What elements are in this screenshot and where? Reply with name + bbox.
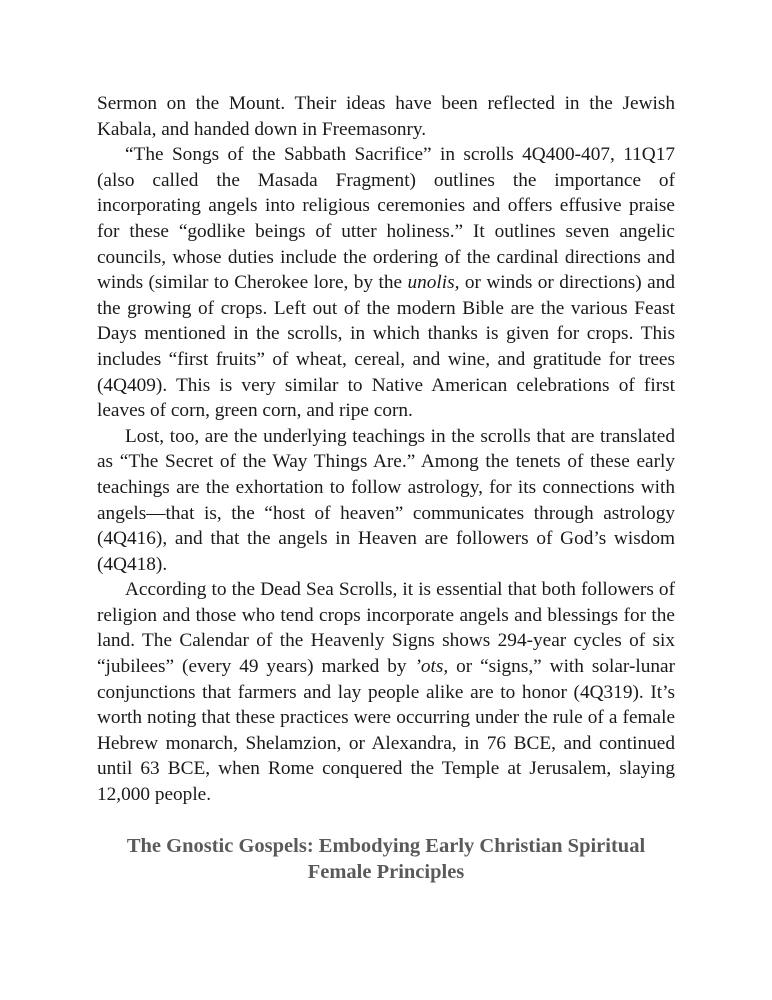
section-heading-line-1: The Gnostic Gospels: Embodying Early Christian Spiritual xyxy=(126,834,646,857)
paragraph xyxy=(97,424,675,578)
section-heading-line-2: Female Principles xyxy=(307,860,465,883)
paragraph xyxy=(97,142,675,424)
paragraph xyxy=(97,91,675,142)
text-run: or “signs,” with solar-lunar conjunctions that farmers and lay people alike are to honor (4Q319). It’s worth noting that these practices were occurring under the rule of a female Hebrew monarch, Shelamzion, or Alexandra, in 76 BCE, and continued until 63 BCE, when Rome conquered the Temple at Jerusalem, slaying 12,000 people. xyxy=(97,656,675,806)
text-run: Sermon on the Mount. Their ideas have been reflected in the Jewish Kabala, and handed down in Freemasonry. xyxy=(97,93,675,140)
page-body xyxy=(97,91,675,885)
text-run: According to the Dead Sea Scrolls, it is essential that both followers of religion and those who tend crops incorporate angels and blessings for the land. The Calendar of the Heavenly Signs shows 294-year cycles of six “jubilees” (every 49 years) marked by xyxy=(97,579,675,678)
body-text xyxy=(97,91,675,808)
text-run: Lost, too, are the underlying teachings in the scrolls that are translated as “The Secret of the Way Things Are.” Among the tenets of these early teachings are the exhortation to follow astrology, for its connections with angels—that is, the “host of heaven” communicates through astrology (4Q416), and that the angels in Heaven are followers of God’s wisdom (4Q418). xyxy=(97,425,675,575)
italic-term: ’ots, xyxy=(414,656,449,678)
italic-term: unolis, xyxy=(407,272,460,294)
paragraph xyxy=(97,577,675,807)
text-run: “The Songs of the Sabbath Sacrifice” in scrolls 4Q400-407, 11Q17 (also called the Masada Fragment) outlines the importance of incorporating angels into religious ceremonies and offers effusive praise for these “godlike beings of utter holiness.” It outlines seven angelic councils, whose duties include the ordering of the cardinal directions and winds (similar to Cherokee lore, by the xyxy=(97,144,675,294)
text-run: or winds or directions) and the growing of crops. Left out of the modern Bible are the various Feast Days mentioned in the scrolls, in which thanks is given for crops. This includes “first fruits” of wheat, cereal, and wine, and gratitude for trees (4Q409). This is very similar to Native American celebrations of first leaves of corn, green corn, and ripe corn. xyxy=(97,272,675,422)
section-heading xyxy=(97,833,675,885)
